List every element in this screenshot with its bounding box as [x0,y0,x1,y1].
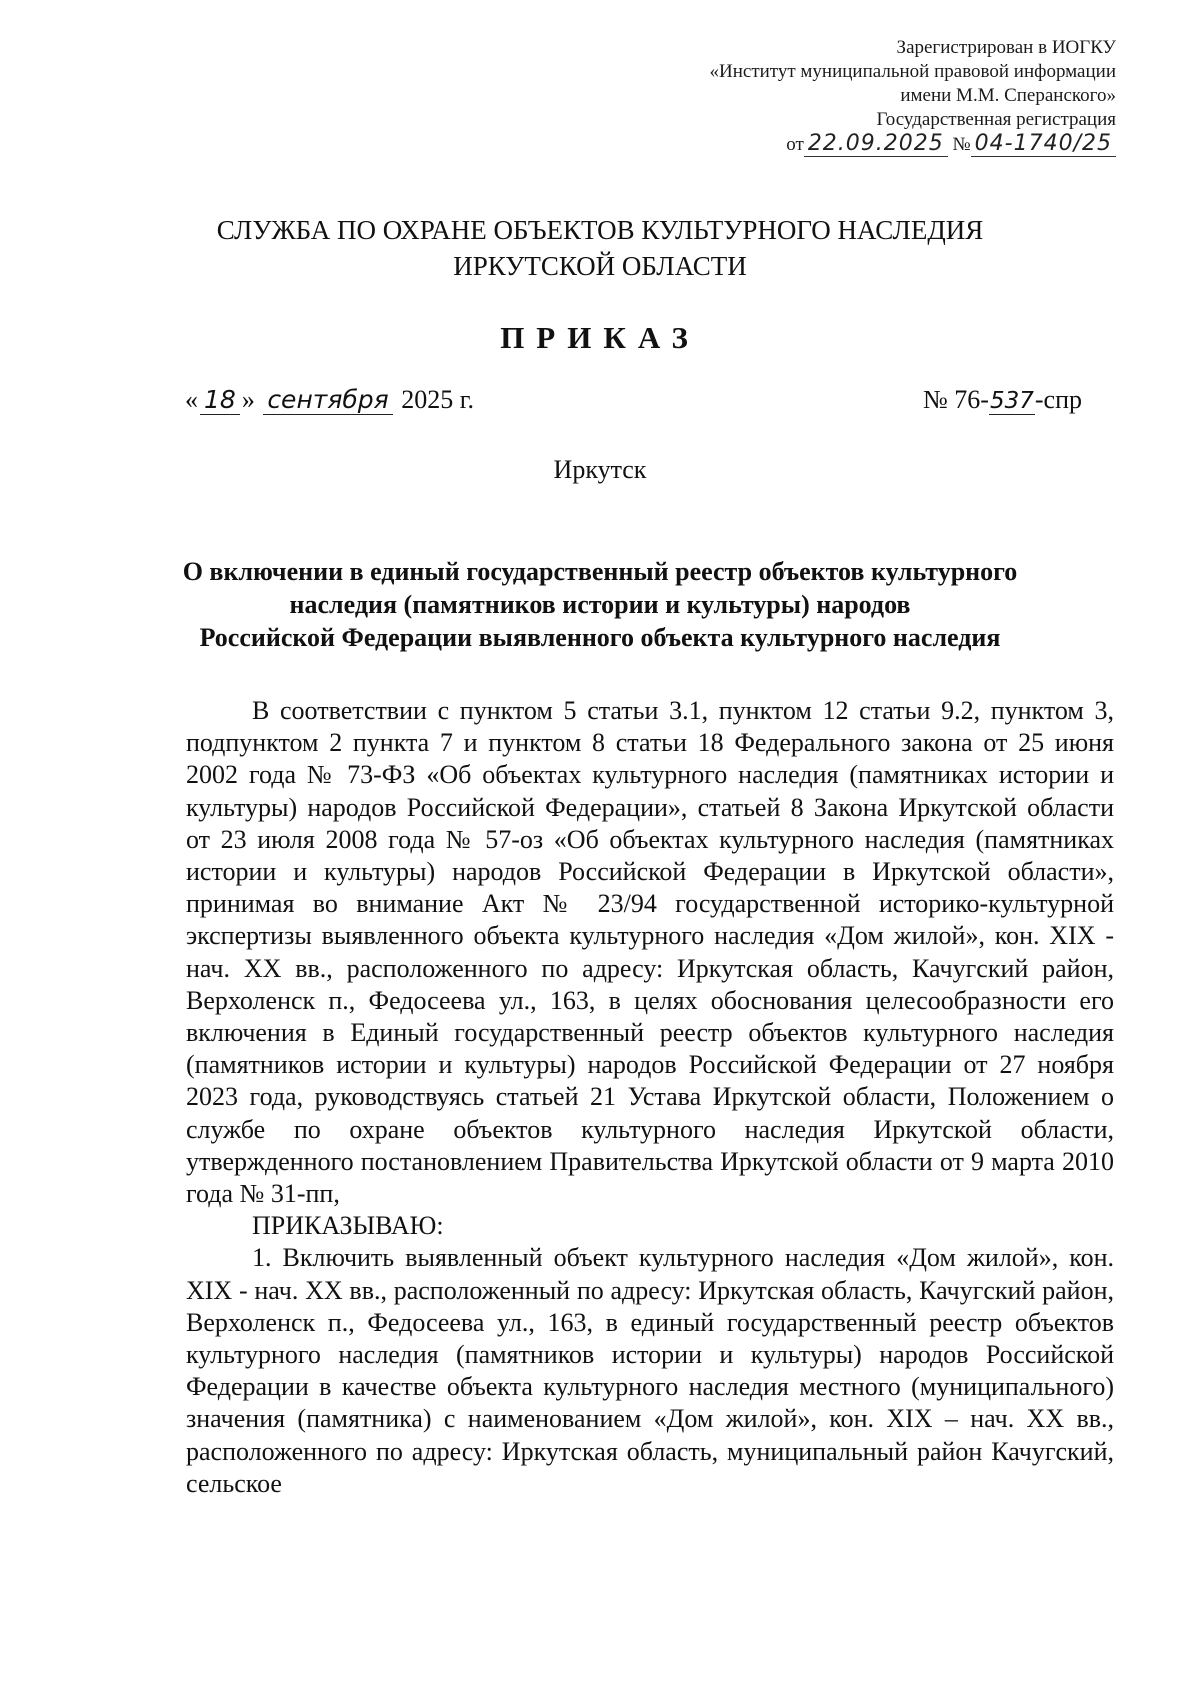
order-heading-line-1: О включении в единый государственный реестр объектов культурного [182,557,1018,586]
registration-date: 22.09.2025 [804,131,948,157]
city: Иркутск [553,455,647,484]
order-word: ПРИКАЗЫВАЮ: [252,1211,444,1241]
order-heading-line-3: Российской Федерации выявленного объекта культурного наследия [199,623,1001,652]
order-number-handwritten: 537 [989,388,1034,414]
agency-name-line-2: ИРКУТСКОЙ ОБЛАСТИ [453,251,747,281]
registration-date-number [710,132,1117,157]
registration-line-1: Зарегистрирован в ИОГКУ [896,37,1116,58]
order-date [185,385,474,415]
registration-line-3: имени М.М. Сперанского» [900,85,1116,106]
registration-number-prefix: № [952,134,971,155]
order-number-suffix: -спр [1034,385,1082,414]
agency-name [0,212,1200,284]
order-date-close-quote: » [241,385,255,414]
order-date-day: 18 [200,385,240,415]
registration-line-2: «Институт муниципальной правовой информации [709,61,1116,82]
order-date-year: 2025 г. [401,385,474,414]
order-item-1: 1. Включить выявленный объект культурного наследия «Дом жилой», кон. XIX - нач. XX вв., расположенный по адресу: Иркутская область, Качугский район, Верхоленск п., Федосеева ул., 163, в единый государственный реестр объектов культурного наследия (памятников истории и культуры) народов Российской Федерации в качестве объекта культурного наследия местного (муниципального) значения (памятника) с наименованием «Дом жилой», кон. XIX – нач. XX вв., расположенного по адресу: Иркутская область, муниципальный район Качугский, сельское [186,1243,1114,1498]
order-date-month: сентября [263,385,392,415]
preamble-paragraph: В соответствии с пунктом 5 статьи 3.1, пунктом 12 статьи 9.2, пунктом 3, подпунктом 2 пункта 7 и пунктом 8 статьи 18 Федерального закона от 25 июня 2002 года № 73-ФЗ «Об объектах культурного наследия (памятниках истории и культуры) народов Российской Федерации», статьей 8 Закона Иркутской области от 23 июля 2008 года № 57-оз «Об объектах культурного наследия (памятниках истории и культуры) народов Российской Федерации в Иркутской области», принимая во внимание Акт № 23/94 государственной историко-культурной экспертизы выявленного объекта культурного наследия «Дом жилой», кон. XIX - нач. XX вв., расположенного по адресу: Иркутская область, Качугский район, Верхоленск п., Федосеева ул., 163, в целях обоснования целесообразности его включения в Единый государственный реестр объектов культурного наследия (памятников истории и культуры) народов Российской Федерации от 27 ноября 2023 года, руководствуясь статьей 21 Устава Иркутской области, Положением о службе по охране объектов культурного наследия Иркутской области, утвержденного постановлением Правительства Иркутской области от 9 марта 2010 года № 31-пп, [186,696,1114,1209]
registration-number: 04-1740/25 [971,131,1116,157]
document-title: ПРИКАЗ [500,320,700,355]
registration-stamp [710,36,1117,157]
registration-line-4: Государственная регистрация [876,109,1116,130]
order-body [186,695,1114,1500]
order-number [923,385,1082,415]
order-heading [0,555,1200,654]
order-heading-line-2: наследия (памятников истории и культуры) народов [289,590,911,619]
order-date-open-quote: « [185,385,198,414]
registration-date-prefix: от [786,134,804,155]
order-number-prefix: № 76- [923,385,989,414]
agency-name-line-1: СЛУЖБА ПО ОХРАНЕ ОБЪЕКТОВ КУЛЬТУРНОГО НАСЛЕДИЯ [216,215,984,245]
